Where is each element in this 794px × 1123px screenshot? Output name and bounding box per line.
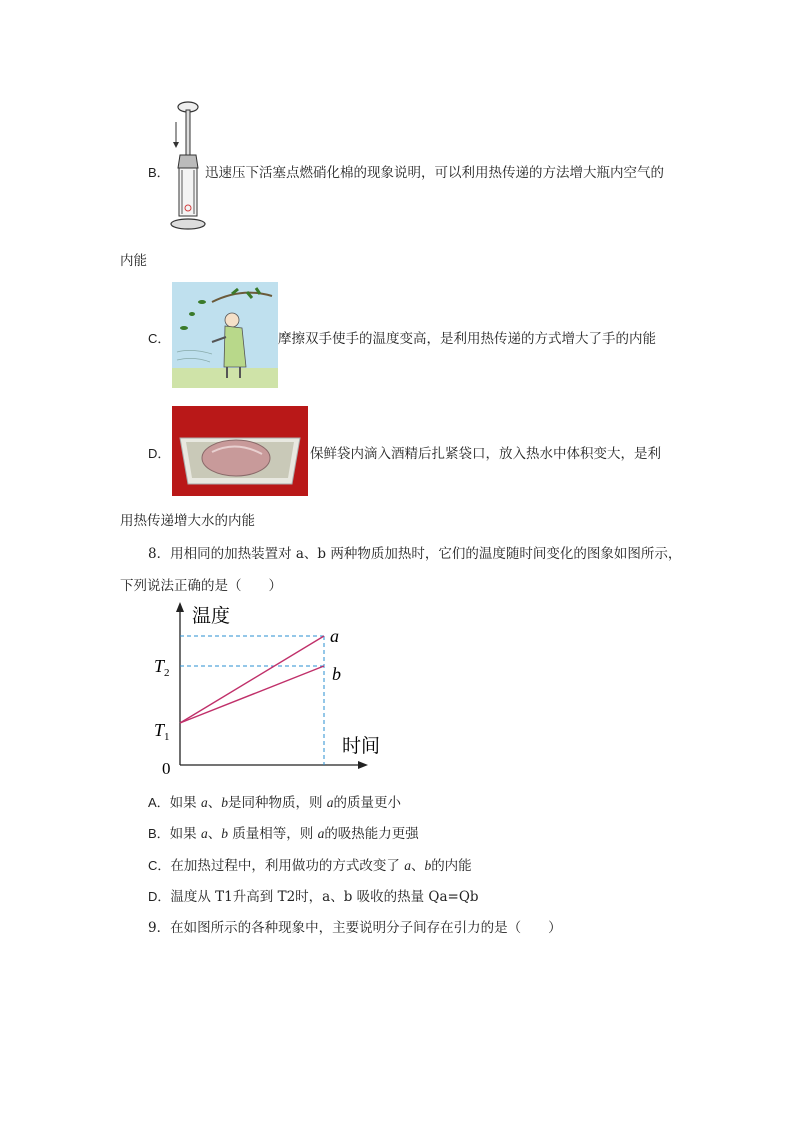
temperature-time-chart	[150, 600, 380, 775]
option-d-illustration	[172, 406, 308, 496]
tick-label-t2: $T_2$	[154, 656, 170, 679]
option-c-text: 摩擦双手使手的温度变高，是利用热传递的方式增大了手的内能	[278, 331, 656, 347]
tick-label-t1: $T_1$	[154, 720, 170, 743]
person-in-wind-icon	[172, 282, 278, 388]
x-axis-arrow	[358, 761, 368, 769]
origin-label: 0	[162, 759, 171, 775]
option-d-letter: D．	[148, 446, 171, 461]
y-axis-label: 温度	[192, 606, 231, 627]
q9-stem: 9．在如图所示的各种现象中，主要说明分子间存在引力的是（ ）	[148, 920, 562, 936]
y-axis-arrow	[176, 602, 184, 612]
option-c-illustration	[172, 282, 278, 388]
option-d-text-line2: 用热传递增大水的内能	[120, 513, 255, 529]
option-b-text-line1: 迅速压下活塞点燃硝化棉的现象说明，可以利用热传递的方法增大瓶内空气的	[205, 165, 664, 181]
series-a-line	[180, 636, 324, 723]
q8-option-d-text: 温度从 T1升高到 T2时，a、b 吸收的热量 Qa=Qb	[170, 889, 479, 905]
q8-option-a[interactable]: A．如果 a、b是同种物质，则 a的质量更小	[148, 795, 402, 811]
series-b-line	[180, 666, 324, 723]
x-axis-label: 时间	[342, 736, 380, 757]
option-b-illustration	[168, 100, 208, 235]
option-c-letter: C．	[148, 331, 171, 346]
q8-stem-line2: 下列说法正确的是（ ）	[120, 578, 282, 594]
option-b-text-line2: 内能	[120, 253, 147, 269]
q8-option-c[interactable]: C．在加热过程中，利用做功的方式改变了 a、b的内能	[148, 858, 472, 874]
option-b-letter: B．	[148, 165, 170, 180]
q8-option-b[interactable]: B．如果 a、b 质量相等，则 a的吸热能力更强	[148, 826, 419, 842]
q8-stem-line1: 8．用相同的加热装置对 a、b 两种物质加热时，它们的温度随时间变化的图象如图所示，	[148, 546, 682, 562]
series-b-label: b	[332, 664, 341, 684]
chart-svg	[150, 600, 380, 775]
bag-in-water-tray-icon	[172, 406, 308, 496]
option-d-text-line1: 保鲜袋内滴入酒精后扎紧袋口，放入热水中体积变大，是利	[310, 446, 661, 462]
series-a-label: a	[330, 626, 339, 646]
piston-apparatus-icon	[168, 100, 208, 235]
q8-option-d[interactable]: D．温度从 T1升高到 T2时，a、b 吸收的热量 Qa=Qb	[148, 889, 479, 905]
